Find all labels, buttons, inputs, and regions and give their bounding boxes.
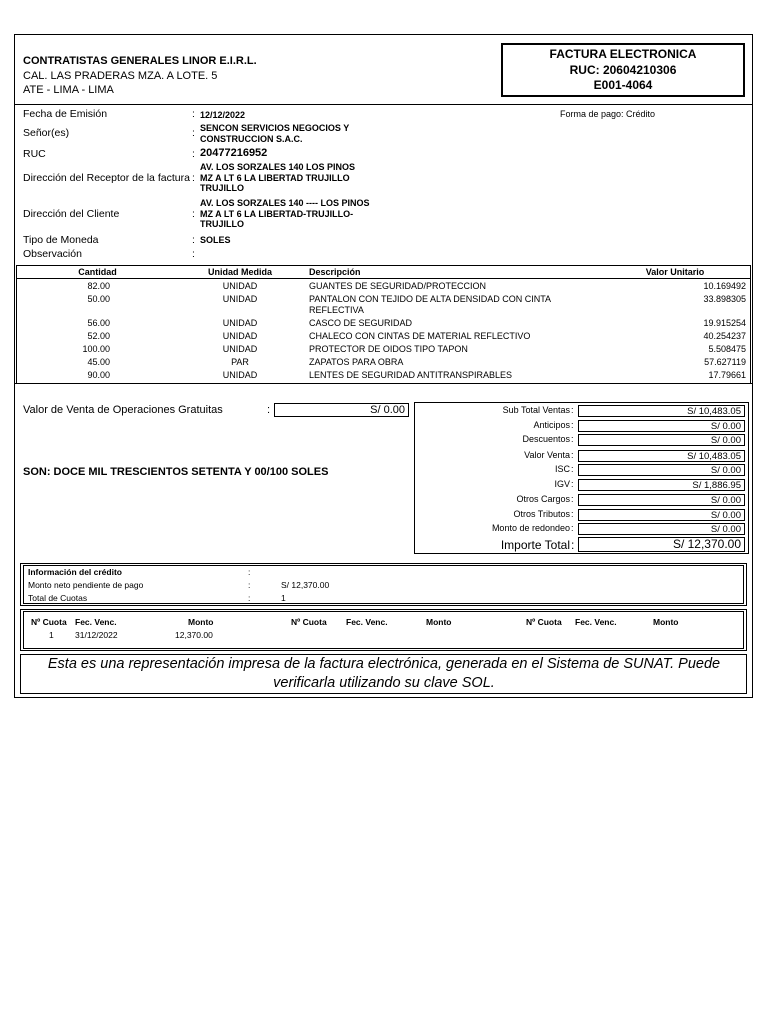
table-row-valor: 10.169492 <box>703 281 746 291</box>
senor-value: SENCON SERVICIOS NEGOCIOS Y CONSTRUCCION S.A.C. <box>200 123 350 144</box>
table-row-valor: 19.915254 <box>703 318 746 328</box>
colon: : <box>571 509 574 519</box>
cuota-monto-header: Monto <box>653 617 679 627</box>
colon: : <box>571 405 574 415</box>
total-cuotas-value: 1 <box>281 593 286 603</box>
table-row-descripcion: CASCO DE SEGURIDAD <box>309 318 413 328</box>
anticipos-value: S/ 0.00 <box>578 420 745 432</box>
table-row-unidad: UNIDAD <box>222 370 258 380</box>
isc-value: S/ 0.00 <box>578 464 745 476</box>
credit-title: Información del crédito <box>28 567 122 577</box>
table-row-unidad: UNIDAD <box>222 318 258 328</box>
cuota-num-header: Nº Cuota <box>526 617 562 627</box>
invoice-number: E001-4064 <box>593 78 653 92</box>
cuota-fecha-header: Fec. Venc. <box>575 617 617 627</box>
table-row-valor: 57.627119 <box>704 357 746 367</box>
table-row-unidad: UNIDAD <box>222 281 258 291</box>
cuota-monto: 12,370.00 <box>175 630 213 640</box>
table-bottom-line <box>14 383 753 384</box>
otros-cargos-label: Otros Cargos <box>516 494 570 504</box>
issuer-location: ATE - LIMA - LIMA <box>23 84 114 96</box>
redondeo-value: S/ 0.00 <box>578 523 745 535</box>
table-row-descripcion: CHALECO CON CINTAS DE MATERIAL REFLECTIVO <box>309 331 531 341</box>
issuer-address: CAL. LAS PRADERAS MZA. A LOTE. 5 <box>23 70 218 82</box>
table-row-valor: 40.254237 <box>703 331 746 341</box>
dir-receptor-value: AV. LOS SORZALES 140 LOS PINOS MZ A LT 6 LA LIBERTAD TRUJILLO TRUJILLO <box>200 162 356 193</box>
colon: : <box>192 127 195 139</box>
valor-venta-label: Valor Venta <box>524 450 570 460</box>
otros-tributos-label: Otros Tributos <box>513 509 570 519</box>
importe-total-label: Importe Total <box>500 538 570 552</box>
colon: : <box>248 567 251 577</box>
anticipos-label: Anticipos <box>533 420 570 430</box>
otros-cargos-value: S/ 0.00 <box>578 494 745 506</box>
table-row-unidad: PAR <box>231 357 249 367</box>
table-row-descripcion: LENTES DE SEGURIDAD ANTITRANSPIRABLES <box>309 370 513 380</box>
table-right-border <box>750 266 751 383</box>
monto-pendiente-value: S/ 12,370.00 <box>281 580 330 590</box>
table-row-descripcion: GUANTES DE SEGURIDAD/PROTECCION <box>309 281 487 291</box>
cuota-num: 1 <box>49 630 54 640</box>
igv-value: S/ 1,886.95 <box>578 479 745 491</box>
dir-cliente-value: AV. LOS SORZALES 140 ---- LOS PINOS MZ A LT 6 LA LIBERTAD-TRUJILLO-TRUJILLO <box>200 198 370 229</box>
table-top-line <box>16 265 751 266</box>
descuentos-label: Descuentos <box>522 434 570 444</box>
table-left-border <box>16 266 17 383</box>
colon: : <box>192 172 195 184</box>
divider <box>14 104 753 105</box>
table-row-descripcion: ZAPATOS PARA OBRA <box>309 357 404 367</box>
colon: : <box>571 523 574 533</box>
otros-tributos-value: S/ 0.00 <box>578 509 745 521</box>
forma-pago: Forma de pago: Crédito <box>560 109 656 119</box>
table-row-unidad: UNIDAD <box>222 294 258 304</box>
senor-label: Señor(es) <box>23 127 70 139</box>
issuer-name: CONTRATISTAS GENERALES LINOR E.I.R.L. <box>23 55 257 67</box>
cuota-monto-header: Monto <box>188 617 214 627</box>
colon: : <box>192 108 195 120</box>
cuota-monto-header: Monto <box>426 617 452 627</box>
isc-label: ISC <box>554 464 570 474</box>
dir-receptor-label: Dirección del Receptor de la factura <box>23 172 190 184</box>
colon: : <box>267 404 271 416</box>
colon: : <box>571 434 574 444</box>
ruc-label: RUC <box>23 148 46 160</box>
gratuitas-value: S/ 0.00 <box>274 403 409 417</box>
col-valor: Valor Unitario <box>645 267 705 277</box>
colon: : <box>248 593 251 603</box>
colon: : <box>571 494 574 504</box>
footer-notice: Esta es una representación impresa de la factura electrónica, generada en el Sistema de SUNAT. Puede verificarla utilizando su clave SOL. <box>47 656 721 691</box>
table-row-cantidad: 82.00 <box>87 281 110 291</box>
colon: : <box>192 148 195 160</box>
ruc-value: 20477216952 <box>200 147 268 159</box>
cuota-fecha-header: Fec. Venc. <box>75 617 117 627</box>
table-row-cantidad: 52.00 <box>87 331 110 341</box>
total-cuotas-label: Total de Cuotas <box>28 593 88 603</box>
colon: : <box>571 464 574 474</box>
table-row-cantidad: 56.00 <box>87 318 110 328</box>
colon: : <box>571 479 574 489</box>
table-row-cantidad: 100.00 <box>82 344 110 354</box>
monto-pendiente-label: Monto neto pendiente de pago <box>28 580 144 590</box>
cuota-num-header: Nº Cuota <box>291 617 327 627</box>
table-row-valor: 17.79661 <box>708 370 746 380</box>
dir-cliente-label: Dirección del Cliente <box>23 208 120 220</box>
invoice-title: FACTURA ELECTRONICA <box>549 47 697 61</box>
subtotal-label: Sub Total Ventas <box>502 405 570 415</box>
cuota-num-header: Nº Cuota <box>31 617 67 627</box>
fecha-value: 12/12/2022 <box>200 110 246 120</box>
colon: : <box>571 420 574 430</box>
table-row-valor: 33.898305 <box>703 294 746 304</box>
descuentos-value: S/ 0.00 <box>578 434 745 446</box>
table-row-descripcion: PANTALON CON TEJIDO DE ALTA DENSIDAD CON CINTA REFLECTIVA <box>309 294 551 315</box>
gratuitas-label: Valor de Venta de Operaciones Gratuitas <box>23 404 223 416</box>
colon: : <box>571 538 575 552</box>
table-row-cantidad: 50.00 <box>87 294 110 304</box>
table-row-cantidad: 90.00 <box>87 370 110 380</box>
cuota-fecha-header: Fec. Venc. <box>346 617 388 627</box>
table-row-unidad: UNIDAD <box>222 344 258 354</box>
colon: : <box>192 248 195 260</box>
table-row-unidad: UNIDAD <box>222 331 258 341</box>
table-row-valor: 5.508475 <box>708 344 746 354</box>
invoice-id-box <box>501 43 745 97</box>
redondeo-label: Monto de redondeo <box>491 523 570 533</box>
amount-in-words: SON: DOCE MIL TRESCIENTOS SETENTA Y 00/100 SOLES <box>23 466 329 478</box>
col-cantidad: Cantidad <box>78 267 117 277</box>
fecha-label: Fecha de Emisión <box>23 108 108 120</box>
colon: : <box>192 234 195 246</box>
invoice-ruc: RUC: 20604210306 <box>569 62 677 77</box>
col-descripcion: Descripción <box>309 267 361 277</box>
importe-total-value: S/ 12,370.00 <box>578 537 745 552</box>
moneda-value: SOLES <box>200 235 231 245</box>
colon: : <box>571 450 574 460</box>
observacion-label: Observación <box>23 248 82 260</box>
igv-label: IGV <box>554 479 570 489</box>
table-row-cantidad: 45.00 <box>87 357 110 367</box>
cuota-fecha: 31/12/2022 <box>75 630 118 640</box>
col-unidad: Unidad Medida <box>207 267 272 277</box>
table-header-line <box>16 278 751 279</box>
colon: : <box>248 580 251 590</box>
subtotal-value: S/ 10,483.05 <box>578 405 745 417</box>
moneda-label: Tipo de Moneda <box>23 234 99 246</box>
valor-venta-value: S/ 10,483.05 <box>578 450 745 462</box>
table-row-descripcion: PROTECTOR DE OIDOS TIPO TAPON <box>309 344 468 354</box>
colon: : <box>192 208 195 220</box>
